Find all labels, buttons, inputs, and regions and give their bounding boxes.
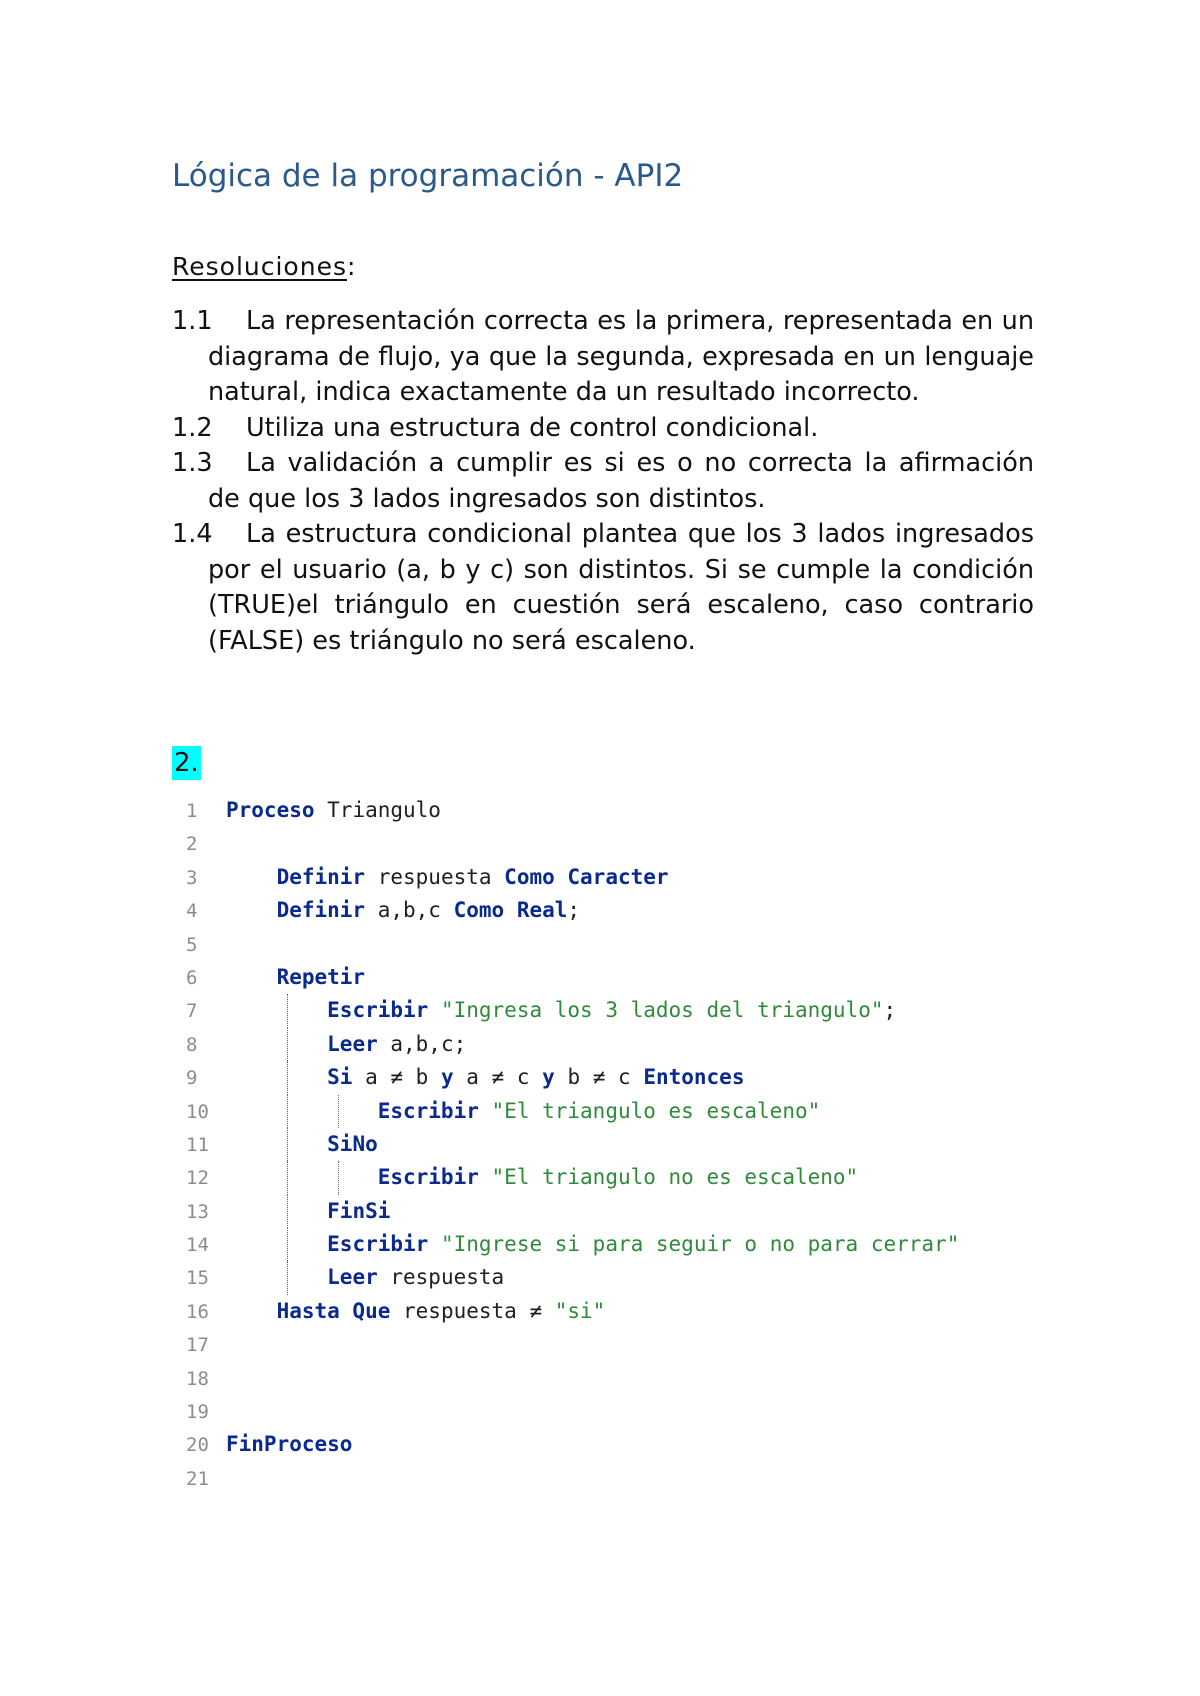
- line-number: 14: [186, 1234, 209, 1257]
- answers-list: [172, 304, 1034, 659]
- answer-text: Utiliza una estructura de control condicional.: [246, 412, 819, 443]
- code-line: [186, 994, 959, 1027]
- code-line: [186, 1362, 959, 1395]
- code-line: [186, 1295, 959, 1328]
- code-text: ;: [883, 998, 897, 1023]
- keyword: FinSi: [327, 1198, 391, 1223]
- line-number: 19: [186, 1401, 209, 1424]
- code-text: ;: [567, 898, 581, 923]
- line-number: 4: [186, 900, 198, 923]
- code-line: [186, 894, 959, 927]
- code-line: [186, 961, 959, 994]
- line-number: 11: [186, 1133, 209, 1156]
- code-text: a,b,c;: [377, 1031, 467, 1056]
- keyword: Escribir: [377, 1165, 479, 1190]
- code-line: [186, 1061, 959, 1094]
- code-line: [186, 928, 959, 961]
- answer-item: [172, 517, 1034, 659]
- keyword: SiNo: [327, 1131, 378, 1156]
- keyword: FinProceso: [226, 1432, 353, 1457]
- indent-guide: [287, 1095, 288, 1128]
- answer-item: [172, 411, 1034, 447]
- code-text: Triangulo: [314, 798, 441, 822]
- resoluciones-heading: [172, 252, 356, 281]
- indent-guide: [287, 1061, 288, 1094]
- resoluciones-label: Resoluciones: [172, 252, 347, 281]
- line-number: 8: [186, 1033, 198, 1056]
- code-line: [186, 861, 959, 894]
- line-number: 21: [186, 1467, 209, 1490]
- keyword: Definir: [276, 898, 366, 923]
- line-number: 20: [186, 1434, 209, 1457]
- keyword: Proceso: [226, 798, 315, 822]
- code-line: [186, 1261, 959, 1294]
- keyword: Como Caracter: [504, 864, 669, 889]
- string-literal: "El triangulo es escaleno": [491, 1098, 821, 1123]
- pseudocode-block: [186, 794, 959, 1495]
- indent-guide: [287, 1261, 288, 1294]
- code-line: [186, 1395, 959, 1428]
- line-number: 12: [186, 1167, 209, 1190]
- string-literal: "Ingrese si para seguir o no para cerrar": [440, 1232, 960, 1257]
- indent-guide: [287, 1195, 288, 1228]
- section-2-label: 2.: [174, 748, 199, 778]
- keyword: y: [440, 1065, 454, 1090]
- indent-guide: [287, 1228, 288, 1261]
- line-number: 16: [186, 1300, 209, 1323]
- string-literal: "Ingresa los 3 lados del triangulo": [440, 998, 884, 1023]
- indent-guide: [287, 994, 288, 1027]
- answer-number: 1.3: [172, 448, 213, 478]
- keyword: Definir: [276, 864, 366, 889]
- line-number: 7: [186, 1000, 198, 1023]
- code-line: [186, 1195, 959, 1228]
- keyword: Escribir: [377, 1098, 479, 1123]
- document-title: Lógica de la programación - API2: [172, 158, 684, 194]
- keyword: Como Real: [453, 898, 568, 923]
- keyword: Leer: [327, 1031, 378, 1056]
- code-text: b ≠ c: [554, 1065, 644, 1090]
- answer-text: La representación correcta es la primera, representada en un diagrama de flujo, ya que la segunda, expresada en un lenguaje natural, indica exactamente da un resultado incorrecto.: [208, 306, 1034, 407]
- code-text: a ≠ c: [453, 1065, 543, 1090]
- keyword: Repetir: [276, 964, 366, 989]
- indent-guide: [338, 1161, 339, 1194]
- keyword: Escribir: [327, 1232, 429, 1257]
- line-number: 5: [186, 933, 198, 956]
- keyword: Entonces: [643, 1065, 745, 1090]
- keyword: Escribir: [327, 998, 429, 1023]
- answer-item: [172, 304, 1034, 411]
- line-number: 9: [186, 1067, 198, 1090]
- answer-number: 1.4: [172, 519, 213, 549]
- line-number: 17: [186, 1334, 209, 1357]
- answer-number: 1.2: [172, 412, 213, 443]
- code-text: respuesta: [377, 1265, 505, 1290]
- code-line: [186, 1095, 959, 1128]
- code-line: [186, 1462, 959, 1495]
- code-text: a ≠ b: [352, 1065, 441, 1090]
- indent-guide: [287, 1161, 288, 1194]
- code-text: respuesta: [365, 864, 505, 889]
- resoluciones-colon: :: [346, 252, 357, 281]
- indent-guide: [338, 1095, 339, 1128]
- code-line: [186, 1128, 959, 1161]
- string-literal: "si": [554, 1298, 606, 1323]
- code-line: [186, 1228, 959, 1261]
- keyword: Hasta Que: [276, 1298, 391, 1323]
- line-number: 10: [186, 1100, 209, 1123]
- answer-text: La estructura condicional plantea que los 3 lados ingresados por el usuario (a, b y c) son distintos. Si se cumple la condición (TRUE)el triángulo en cuestión será escaleno, caso contrario (FALSE) es triángulo no será escaleno.: [208, 519, 1034, 656]
- code-line: [186, 827, 959, 860]
- line-number: 6: [186, 966, 198, 989]
- code-line: [186, 1161, 959, 1194]
- code-text: a,b,c: [365, 898, 454, 923]
- answer-item: [172, 446, 1034, 517]
- keyword: y: [542, 1065, 555, 1090]
- line-number: 13: [186, 1200, 209, 1223]
- code-line: [186, 1028, 959, 1061]
- keyword: Si: [327, 1065, 353, 1090]
- line-number: 18: [186, 1367, 209, 1390]
- code-line: [186, 1328, 959, 1361]
- string-literal: "El triangulo no es escaleno": [491, 1165, 859, 1190]
- line-number: 2: [186, 833, 198, 856]
- code-line: [186, 1428, 959, 1461]
- keyword: Leer: [327, 1265, 378, 1290]
- answer-number: 1.1: [172, 306, 213, 336]
- answer-text: La validación a cumplir es si es o no correcta la afirmación de que los 3 lados ingresados son distintos.: [208, 448, 1034, 514]
- line-number: 15: [186, 1267, 209, 1290]
- indent-guide: [287, 1028, 288, 1061]
- line-number: 3: [186, 866, 198, 889]
- indent-guide: [287, 1128, 288, 1161]
- code-text: respuesta ≠: [390, 1298, 555, 1323]
- code-line: [186, 794, 959, 827]
- line-number: 1: [186, 800, 198, 822]
